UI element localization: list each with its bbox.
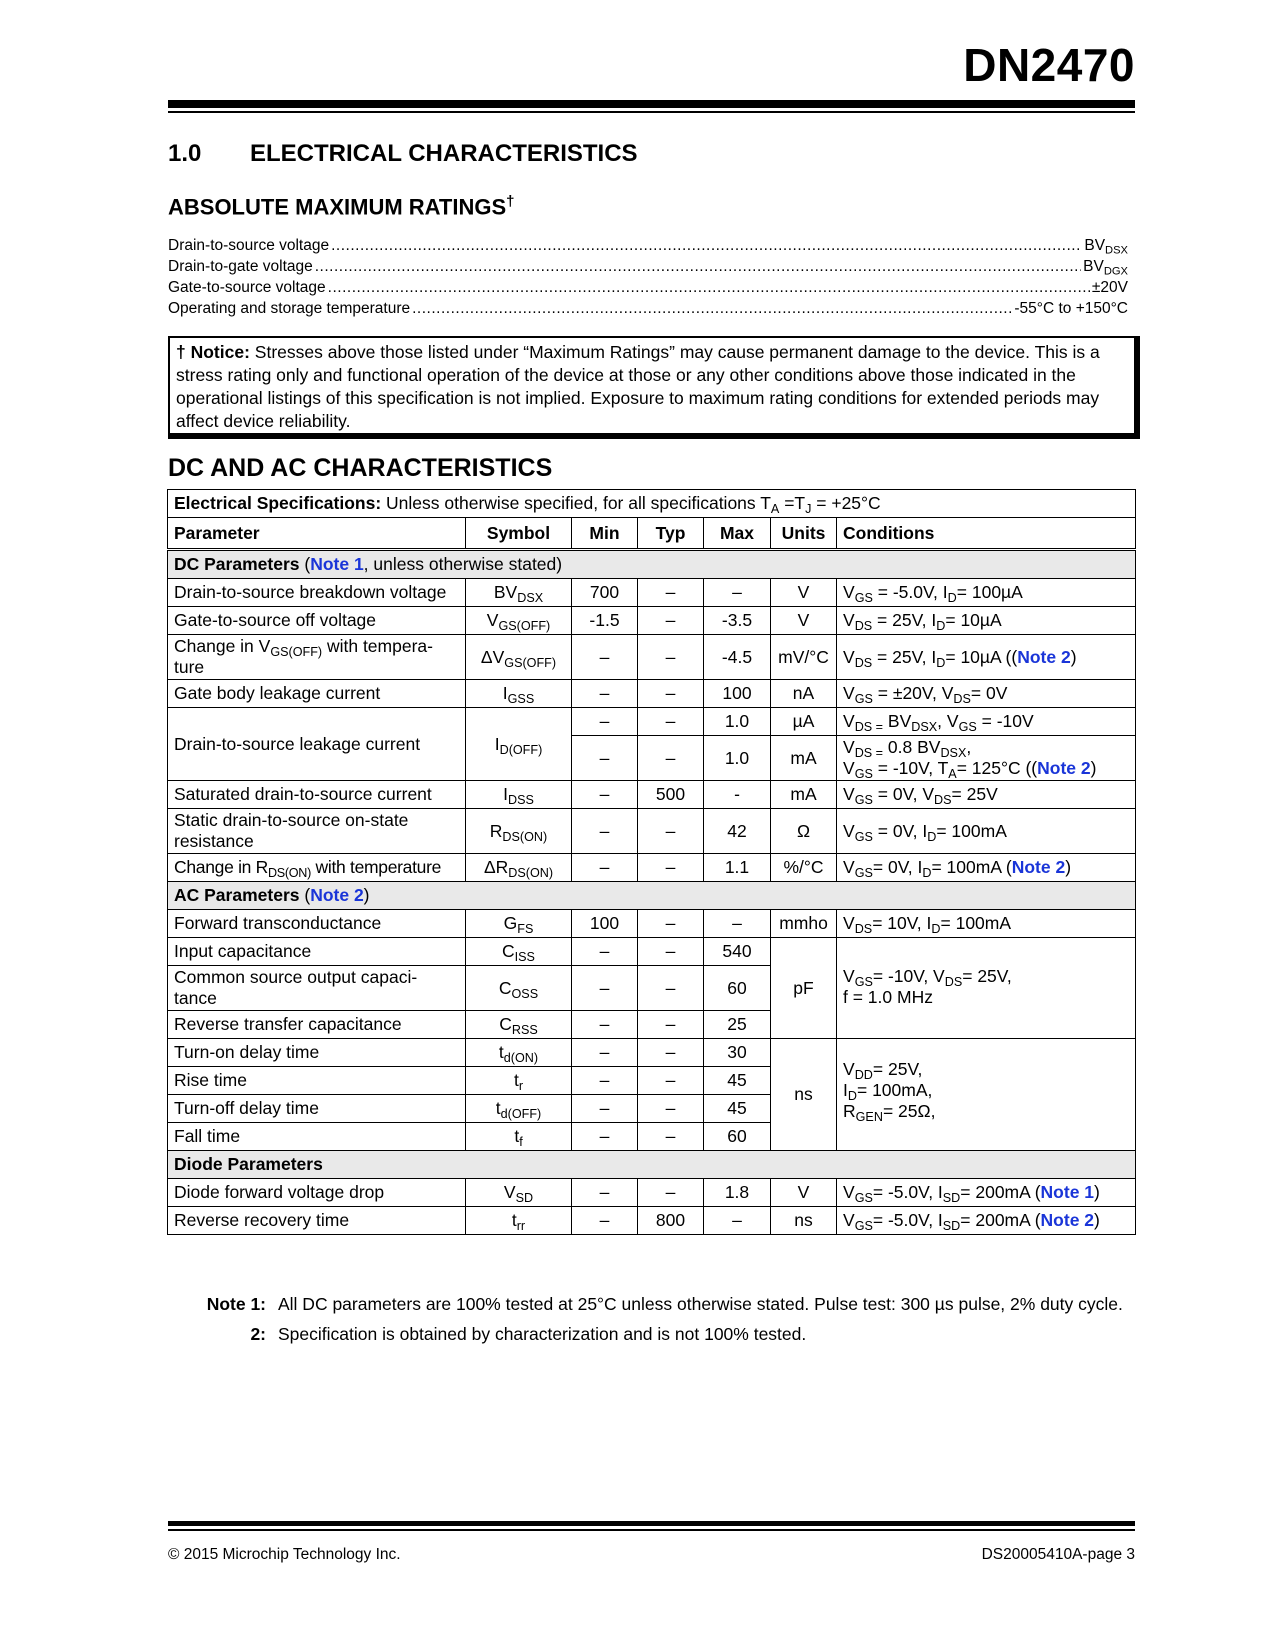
table-row: Change in $R_{DS(ON)}$ with temperature $\Delta R_{DS(ON)}$ – – 1.1 %/°C $V_{GS}= 0V$, $I_D= 100mA$ (Note 2) xyxy=(168,854,1136,882)
table-row: Drain-to-source leakage current $I_{D(OFF)}$ – – 1.0 µA $V_{DS =}$ $BV_{DSX}$, $V_{GS} = -10V$ xyxy=(168,708,1136,736)
col-header: Units xyxy=(771,518,837,550)
spec-row: Electrical Specifications: Unless otherwise specified, for all specifications $T_A =T_J = +25^\circ C$ xyxy=(168,490,1136,518)
footer-page-number: DS20005410A-page 3 xyxy=(981,1546,1135,1563)
notice-box xyxy=(168,336,1140,439)
header-rule-thick xyxy=(168,100,1135,108)
notice-label: † Notice: xyxy=(176,342,250,362)
amr-heading xyxy=(168,193,514,220)
rating-value: -55°C to +150°C xyxy=(1014,300,1128,317)
table-row: Static drain-to-source on-state resistance $R_{DS(ON)}$ – – 42 Ω $V_{GS} = 0V$, $I_D= 100mA$ xyxy=(168,809,1136,854)
section-heading xyxy=(168,140,638,168)
document-title: DN2470 xyxy=(963,39,1135,91)
note-1-link[interactable]: Note 1 xyxy=(310,554,364,574)
rating-row xyxy=(168,237,1128,258)
table-row: Diode forward voltage drop $V_{SD}$ – – 1.8 V $V_{GS}= -5.0V$, $I_{SD}= 200mA$ (Note 1) xyxy=(168,1179,1136,1207)
rating-label: Drain-to-gate voltage xyxy=(168,258,313,275)
ratings-list xyxy=(168,237,1128,321)
note-1-link[interactable]: Note 1 xyxy=(1040,1182,1095,1202)
rating-value: $BV_{DGX}$ xyxy=(1083,258,1128,278)
table-row: Change in $V_{GS(OFF)}$ with tempera-ture $\Delta V_{GS(OFF)}$ – – -4.5 mV/°C $V_{DS} = 25V$, $I_D= 10\mu A$ ((Note 2) xyxy=(168,635,1136,680)
table-header-row xyxy=(168,518,1136,550)
table-row: Reverse recovery time $t_{rr}$ – 800 – ns $V_{GS}= -5.0V$, $I_{SD}= 200mA$ (Note 2) xyxy=(168,1207,1136,1235)
table-row: Fall time $t_f$ – – 60 xyxy=(168,1123,1136,1151)
table-row: Turn-off delay time $t_{d(OFF)}$ – – 45 xyxy=(168,1095,1136,1123)
table-notes xyxy=(186,1289,1123,1349)
note-row: Note 1: All DC parameters are 100% tested at 25°C unless otherwise stated. Pulse test: 300 µs pulse, 2% duty cycle. xyxy=(206,1294,1123,1314)
note-row: 2: Specification is obtained by characterization and is not 100% tested. xyxy=(250,1324,807,1344)
table-row: Saturated drain-to-source current $I_{DSS}$ – 500 - mA $V_{GS} = 0V$, $V_{DS}= 25V$ xyxy=(168,781,1136,809)
table-row: – – 1.0 mA $V_{DS =}$ 0.8 $BV_{DSX}$, $V_{GS} = -10V$, $T_A= 125^\circ C$ ((Note 2) xyxy=(168,736,1136,781)
section-number: 1.0 xyxy=(168,140,202,167)
footer-rule-thick xyxy=(168,1521,1135,1526)
header-rule-thin xyxy=(168,111,1135,113)
rating-label: Gate-to-source voltage xyxy=(168,279,326,296)
table-row: Common source output capaci-tance $C_{OSS}$ – – 60 xyxy=(168,966,1136,1011)
rating-row xyxy=(168,258,1128,279)
table-row: Input capacitance $C_{ISS}$ – – 540 pF $V_{GS}= -10V$, $V_{DS}= 25V$, f = 1.0 MHz xyxy=(168,938,1136,966)
table-row: Gate-to-source off voltage $V_{GS(OFF)}$ -1.5 – -3.5 V $V_{DS} = 25V$, $I_D= 10\mu A$ xyxy=(168,607,1136,635)
note-2-link[interactable]: Note 2 xyxy=(1011,857,1066,877)
col-header: Min xyxy=(572,518,638,550)
group-row-ac: AC Parameters (Note 2) xyxy=(168,882,1136,910)
footer-rule-thin xyxy=(168,1529,1135,1531)
footer-copyright: © 2015 Microchip Technology Inc. xyxy=(168,1546,401,1563)
dagger-mark: † xyxy=(506,193,515,210)
table-row: Rise time $t_r$ – – 45 xyxy=(168,1067,1136,1095)
rating-row xyxy=(168,279,1128,300)
group-row-diode: Diode Parameters xyxy=(168,1151,1136,1179)
note-2-link[interactable]: Note 2 xyxy=(1017,646,1071,667)
characteristics-table xyxy=(167,489,1136,1235)
section-title: ELECTRICAL CHARACTERISTICS xyxy=(250,140,638,167)
col-header: Max xyxy=(704,518,771,550)
note-2-link[interactable]: Note 2 xyxy=(1037,758,1091,778)
rating-label: Drain-to-source voltage xyxy=(168,237,330,254)
amr-title: ABSOLUTE MAXIMUM RATINGS xyxy=(168,194,507,220)
table-row: Reverse transfer capacitance $C_{RSS}$ – – 25 xyxy=(168,1011,1136,1039)
table-row: Forward transconductance $G_{FS}$ 100 – – mmho $V_{DS}= 10V$, $I_D= 100mA$ xyxy=(168,910,1136,938)
table-row: Gate body leakage current $I_{GSS}$ – – 100 nA $V_{GS} = \pm 20V$, $V_{DS}= 0V$ xyxy=(168,680,1136,708)
table-row: Turn-on delay time $t_{d(ON)}$ – – 30 ns $V_{DD}= 25V$, $I_D= 100mA$, $R_{GEN}= 25\Omega$, xyxy=(168,1039,1136,1067)
rating-row xyxy=(168,300,1128,321)
col-header: Parameter xyxy=(168,518,466,550)
group-row-dc: DC Parameters (Note 1, unless otherwise stated) xyxy=(168,550,1136,579)
table-row: Drain-to-source breakdown voltage $BV_{DSX}$ 700 – – V $V_{GS} = -5.0V$, $I_D= 100\mu A$ xyxy=(168,579,1136,607)
col-header: Typ xyxy=(638,518,704,550)
note-2-link[interactable]: Note 2 xyxy=(1040,1210,1095,1230)
note-2-link[interactable]: Note 2 xyxy=(310,885,364,905)
rating-value: ±20V xyxy=(1091,279,1128,296)
notice-text: Stresses above those listed under “Maximum Ratings” may cause permanent damage to the device. This is a stress rating only and functional operation of the device at those or any other conditions above those indicated in the operational listings of this specification is not implied. Exposure to maximum rating conditions for extended periods may affect device reliability. xyxy=(176,342,1100,431)
dc-ac-heading: DC AND AC CHARACTERISTICS xyxy=(168,454,553,482)
col-header: Conditions xyxy=(837,518,1136,550)
rating-label: Operating and storage temperature xyxy=(168,300,411,317)
rating-value: $BV_{DSX}$ xyxy=(1084,237,1128,257)
col-header: Symbol xyxy=(466,518,572,550)
